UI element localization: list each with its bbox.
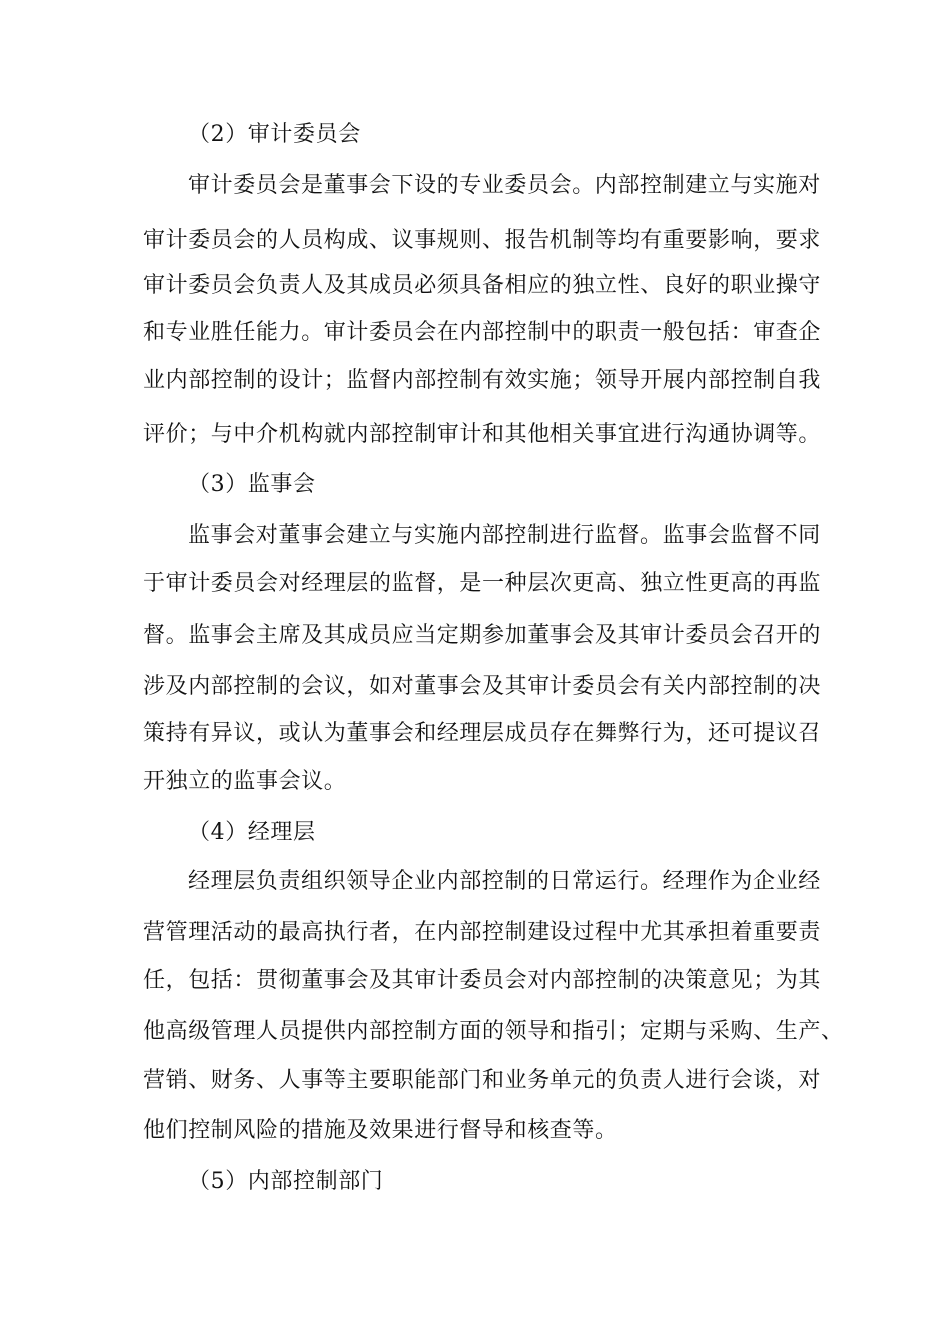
paragraph-line: 营管理活动的最高执行者，在内部控制建设过程中尤其承担着重要责 xyxy=(143,920,822,945)
section-heading: （3）监事会 xyxy=(188,472,316,497)
paragraph-line: 于审计委员会对经理层的监督，是一种层次更高、独立性更高的再监 xyxy=(143,571,822,596)
paragraph-line: 他高级管理人员提供内部控制方面的领导和指引；定期与采购、生产、 xyxy=(143,1019,844,1044)
paragraph-line: 审计委员会负责人及其成员必须具备相应的独立性、良好的职业操守 xyxy=(143,273,822,298)
paragraph-line: 监事会对董事会建立与实施内部控制进行监督。监事会监督不同 xyxy=(188,523,821,548)
paragraph-line: 营销、财务、人事等主要职能部门和业务单元的负责人进行会谈，对 xyxy=(143,1068,822,1093)
paragraph-line: 和专业胜任能力。审计委员会在内部控制中的职责一般包括：审查企 xyxy=(143,320,822,345)
paragraph-line: 开独立的监事会议。 xyxy=(143,769,347,794)
paragraph-line: 督。监事会主席及其成员应当定期参加董事会及其审计委员会召开的 xyxy=(143,623,822,648)
paragraph-line: 审计委员会的人员构成、议事规则、报告机制等均有重要影响，要求 xyxy=(143,228,822,253)
paragraph-line: 他们控制风险的措施及效果进行督导和核查等。 xyxy=(143,1118,618,1143)
section-heading: （2）审计委员会 xyxy=(188,122,361,147)
paragraph-line: 评价；与中介机构就内部控制审计和其他相关事宜进行沟通协调等。 xyxy=(143,422,822,447)
paragraph-line: 策持有异议，或认为董事会和经理层成员存在舞弊行为，还可提议召 xyxy=(143,721,822,746)
paragraph-line: 审计委员会是董事会下设的专业委员会。内部控制建立与实施对 xyxy=(188,173,821,198)
section-heading: （4）经理层 xyxy=(188,820,316,845)
paragraph-line: 涉及内部控制的会议，如对董事会及其审计委员会有关内部控制的决 xyxy=(143,674,822,699)
section-heading: （5）内部控制部门 xyxy=(188,1169,384,1194)
paragraph-line: 经理层负责组织领导企业内部控制的日常运行。经理作为企业经 xyxy=(188,869,821,894)
paragraph-line: 业内部控制的设计；监督内部控制有效实施；领导开展内部控制自我 xyxy=(143,368,822,393)
paragraph-line: 任，包括：贯彻董事会及其审计委员会对内部控制的决策意见；为其 xyxy=(143,968,822,993)
